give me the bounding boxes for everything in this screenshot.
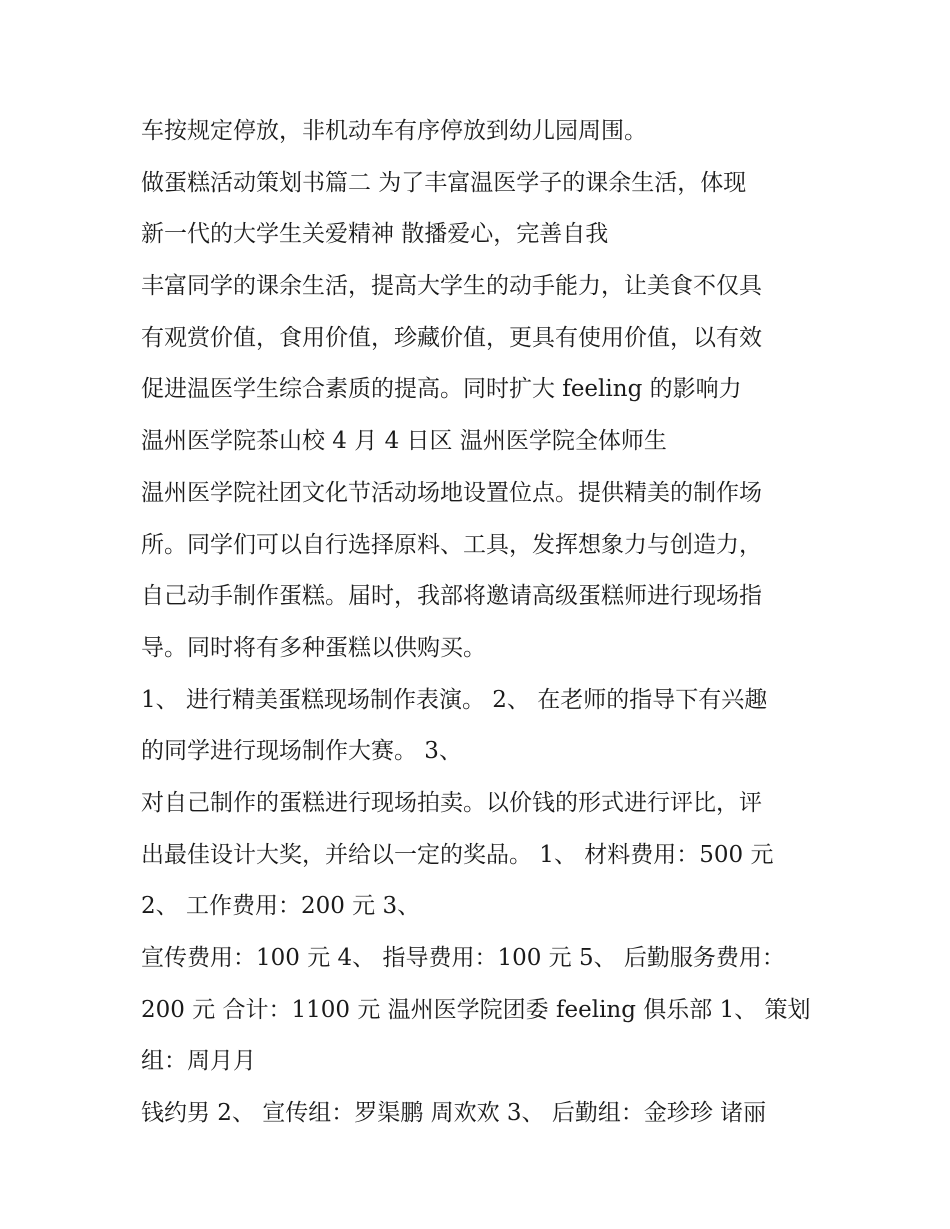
text-line: 钱约男 2、 宣传组：罗渠鹏 周欢欢 3、 后勤组：金珍珍 诸丽 xyxy=(141,1100,767,1127)
text-line: 丰富同学的课余生活，提高大学生的动手能力，让美食不仅具 xyxy=(141,273,762,300)
text-line: 出最佳设计大奖，并给以一定的奖品。 1、 材料费用：500 元 xyxy=(141,841,774,868)
text-line: 促进温医学生综合素质的提高。同时扩大 feeling 的影响力 xyxy=(141,376,742,403)
text-line: 自己动手制作蛋糕。届时，我部将邀请高级蛋糕师进行现场指 xyxy=(141,583,762,610)
text-line: 所。同学们可以自行选择原料、工具，发挥想象力与创造力， xyxy=(141,531,762,558)
text-line: 1、 进行精美蛋糕现场制作表演。 2、 在老师的指导下有兴趣 xyxy=(141,686,768,713)
text-line: 宣传费用：100 元 4、 指导费用：100 元 5、 后勤服务费用： xyxy=(141,945,785,971)
text-line: 有观赏价值，食用价值，珍藏价值，更具有使用价值，以有效 xyxy=(141,324,762,351)
document-body xyxy=(141,106,821,1140)
text-line: 对自己制作的蛋糕进行现场拍卖。以价钱的形式进行评比，评 xyxy=(141,789,762,816)
text-line: 车按规定停放，非机动车有序停放到幼儿园周围。 xyxy=(141,118,647,144)
text-line: 2、 工作费用：200 元 3、 xyxy=(141,893,421,920)
text-line: 新一代的大学生关爱精神 散播爱心，完善自我 xyxy=(141,221,609,248)
text-line: 温州医学院社团文化节活动场地设置位点。提供精美的制作场 xyxy=(141,479,762,506)
text-line: 导。同时将有多种蛋糕以供购买。 xyxy=(141,634,486,661)
text-line: 的同学进行现场制作大赛。 3、 xyxy=(141,738,462,765)
text-line: 200 元 合计：1100 元 温州医学院团委 feeling 俱乐部 1、 策划 xyxy=(141,996,811,1023)
text-line: 组：周月月 xyxy=(141,1048,256,1075)
text-line: 做蛋糕活动策划书篇二 为了丰富温医学子的课余生活，体现 xyxy=(141,169,747,196)
text-line: 温州医学院茶山校 4 月 4 日区 温州医学院全体师生 xyxy=(141,428,667,455)
